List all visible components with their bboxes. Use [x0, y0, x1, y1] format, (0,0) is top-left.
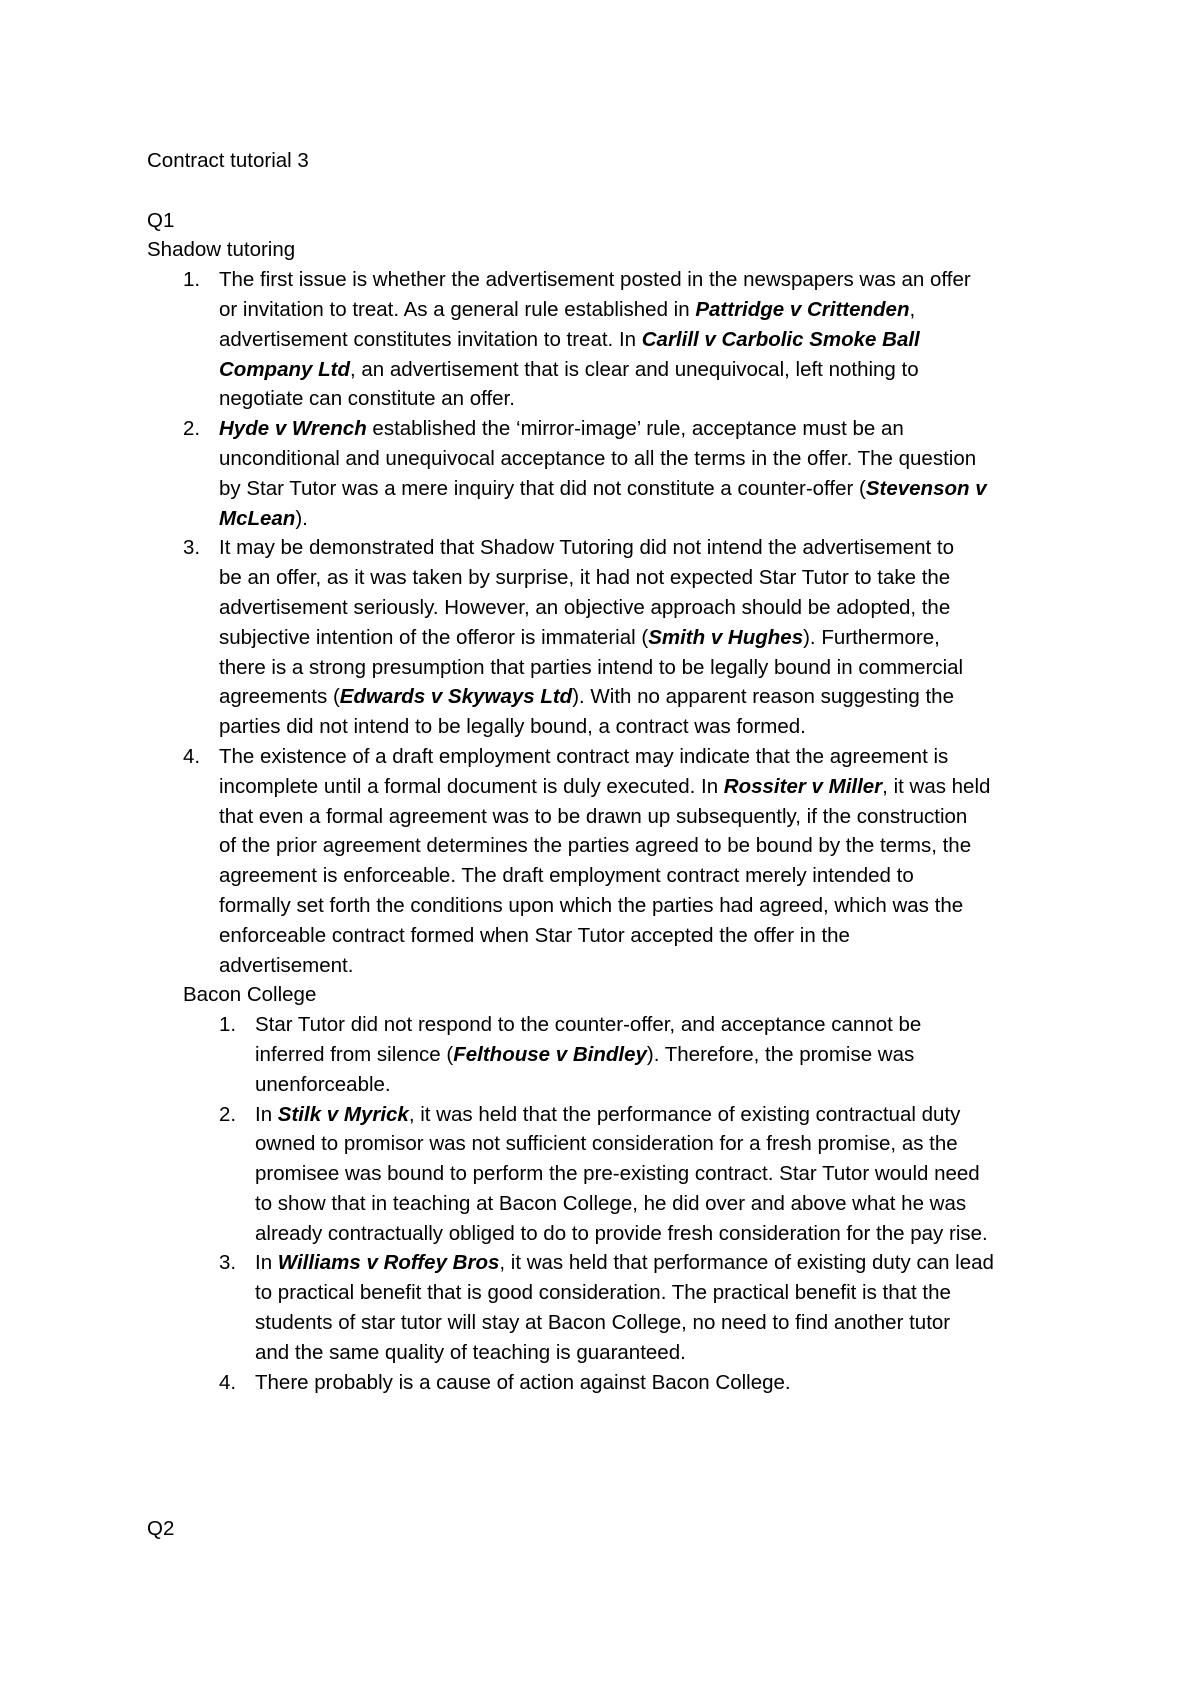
list-item	[219, 1248, 1067, 1367]
text-line: already contractually obliged to do to provide fresh consideration for the pay rise.	[255, 1221, 988, 1245]
case-citation: Pattridge v Crittenden	[695, 297, 910, 321]
list-number: 3.	[219, 1251, 237, 1275]
list-item	[183, 265, 1067, 414]
text-line: The first issue is whether the advertisement posted in the newspapers was an offer	[219, 268, 971, 292]
list-number: 2.	[219, 1102, 237, 1126]
text-line: McLean).	[219, 506, 308, 530]
case-citation: McLean	[219, 506, 296, 530]
case-citation: Felthouse v Bindley	[453, 1042, 647, 1066]
list-item	[183, 742, 1067, 980]
text-line: unconditional and unequivocal acceptance to all the terms in the offer. The question	[219, 446, 977, 470]
text-line: Company Ltd, an advertisement that is clear and unequivocal, left nothing to	[219, 357, 919, 381]
text-line: there is a strong presumption that parties intend to be legally bound in commercial	[219, 655, 964, 679]
case-citation: Rossiter v Miller	[723, 774, 883, 798]
list-item	[219, 1368, 1067, 1398]
text-line: enforceable contract formed when Star Tutor accepted the offer in the	[219, 923, 850, 947]
text-line: In Williams v Roffey Bros, it was held that performance of existing duty can lead	[255, 1251, 994, 1275]
bacon-college-heading: Bacon College	[183, 983, 317, 1007]
list-item	[219, 1010, 1067, 1099]
case-citation: Carlill v Carbolic Smoke Ball	[641, 327, 920, 351]
text-line: owned to promisor was not sufficient consideration for a fresh promise, as the	[255, 1132, 958, 1156]
text-line: The existence of a draft employment contract may indicate that the agreement is	[219, 744, 949, 768]
list-number: 2.	[183, 417, 201, 441]
text-line: promisee was bound to perform the pre-existing contract. Star Tutor would need	[255, 1162, 980, 1186]
document-body	[147, 146, 1067, 1397]
case-citation: Edwards v Skyways Ltd	[339, 685, 573, 709]
bacon-college-list	[219, 1010, 1067, 1397]
text-line: advertisement constitutes invitation to treat. In Carlill v Carbolic Smoke Ball	[219, 327, 920, 351]
case-citation: Stilk v Myrick	[277, 1102, 409, 1126]
text-line: There probably is a cause of action against Bacon College.	[255, 1370, 791, 1394]
q2-heading: Q2	[147, 1517, 175, 1540]
text-line: inferred from silence (Felthouse v Bindley). Therefore, the promise was	[255, 1042, 915, 1066]
text-line: of the prior agreement determines the parties agreed to be bound by the terms, the	[219, 834, 972, 858]
case-citation: Hyde v Wrench	[219, 417, 367, 441]
document-title: Contract tutorial 3	[147, 149, 309, 172]
text-line: advertisement seriously. However, an objective approach should be adopted, the	[219, 595, 951, 619]
text-line: to practical benefit that is good consideration. The practical benefit is that the	[255, 1281, 951, 1305]
text-line: that even a formal agreement was to be drawn up subsequently, if the construction	[219, 804, 968, 828]
text-line: Hyde v Wrench established the ‘mirror-image’ rule, acceptance must be an	[219, 417, 904, 441]
text-line: agreement is enforceable. The draft employment contract merely intended to	[219, 864, 914, 888]
text-line: students of star tutor will stay at Bacon College, no need to find another tutor	[255, 1311, 951, 1335]
shadow-tutoring-list	[183, 265, 1067, 980]
text-line: or invitation to treat. As a general rule established in Pattridge v Crittenden,	[219, 297, 916, 321]
text-line: Star Tutor did not respond to the counter-offer, and acceptance cannot be	[255, 1013, 922, 1037]
text-line: and the same quality of teaching is guaranteed.	[255, 1340, 686, 1364]
text-line: unenforceable.	[255, 1072, 391, 1096]
text-line: advertisement.	[219, 953, 354, 977]
text-line: In Stilk v Myrick, it was held that the performance of existing contractual duty	[255, 1102, 961, 1126]
text-line: to show that in teaching at Bacon College, he did over and above what he was	[255, 1191, 967, 1215]
case-citation: Company Ltd	[219, 357, 350, 381]
text-line: agreements (Edwards v Skyways Ltd). With no apparent reason suggesting the	[219, 685, 954, 709]
text-line: formally set forth the conditions upon which the parties had agreed, which was the	[219, 893, 964, 917]
shadow-tutoring-heading: Shadow tutoring	[147, 238, 296, 262]
case-citation: Stevenson v	[865, 476, 987, 500]
text-line: parties did not intend to be legally bound, a contract was formed.	[219, 715, 806, 739]
case-citation: Smith v Hughes	[648, 625, 804, 649]
q1-heading: Q1	[147, 208, 175, 232]
text-line: subjective intention of the offeror is immaterial (Smith v Hughes). Furthermore,	[219, 625, 940, 649]
list-item	[183, 414, 1067, 533]
list-number: 1.	[183, 268, 201, 292]
text-line: negotiate can constitute an offer.	[219, 387, 515, 411]
text-line: It may be demonstrated that Shadow Tutoring did not intend the advertisement to	[219, 536, 955, 560]
list-number: 4.	[219, 1370, 237, 1394]
blank-line	[147, 176, 1067, 206]
text-line: by Star Tutor was a mere inquiry that did not constitute a counter-offer (Stevenson v	[219, 476, 987, 500]
text-line: incomplete until a formal document is duly executed. In Rossiter v Miller, it was held	[219, 774, 991, 798]
list-number: 4.	[183, 744, 201, 768]
list-item	[183, 533, 1067, 742]
list-item	[219, 1100, 1067, 1249]
list-number: 3.	[183, 536, 201, 560]
case-citation: Williams v Roffey Bros	[277, 1251, 500, 1275]
list-number: 1.	[219, 1013, 237, 1037]
text-line: be an offer, as it was taken by surprise, it had not expected Star Tutor to take the	[219, 566, 951, 590]
